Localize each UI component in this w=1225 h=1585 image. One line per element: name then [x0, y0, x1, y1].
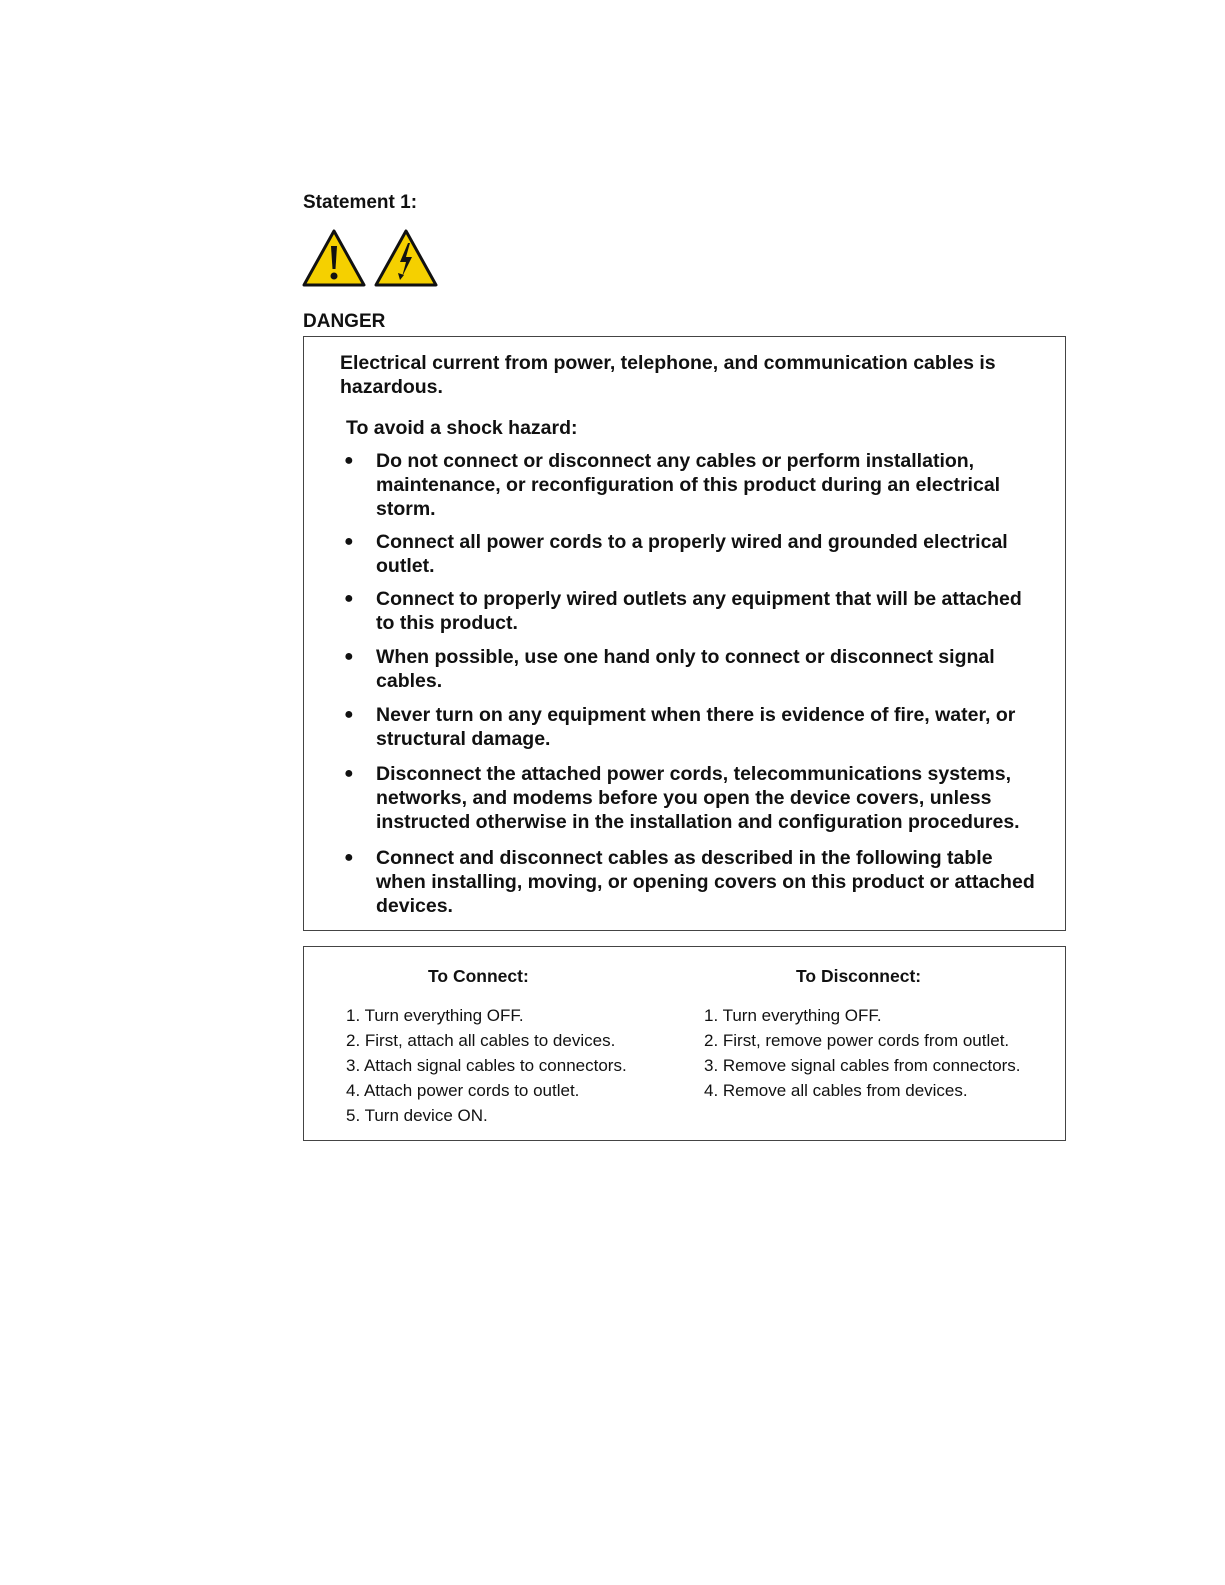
bullet-dot: ● [344, 706, 354, 723]
disconnect-step: 3. Remove signal cables from connectors. [704, 1056, 1021, 1075]
electrical-hazard-icon [374, 229, 438, 287]
statement-label: Statement 1: [303, 192, 418, 213]
connect-column [346, 965, 676, 1128]
disconnect-step: 4. Remove all cables from devices. [704, 1081, 968, 1100]
bullet-dot: ● [344, 648, 354, 665]
disconnect-step: 2. First, remove power cords from outlet. [704, 1031, 1010, 1050]
list-item: ● Do not connect or disconnect any cables or perform installation, maintenance, or reconfiguration of this product during an electrical storm. [344, 450, 1001, 520]
danger-notice-box [303, 336, 1066, 931]
list-item: ● Connect and disconnect cables as described in the following table when installing, moving, or opening covers on this product or attached devices. [344, 847, 1035, 917]
warning-icons [302, 229, 438, 287]
connect-step: 5. Turn device ON. [346, 1106, 488, 1125]
connect-disconnect-table [303, 946, 1066, 1141]
disconnect-title: To Disconnect: [796, 966, 922, 986]
caution-triangle-icon [302, 229, 366, 287]
disconnect-column [704, 965, 1054, 1103]
danger-intro: Electrical current from power, telephone, and communication cables is hazardous. [340, 352, 996, 398]
danger-label: DANGER [303, 311, 386, 332]
bullet-dot: ● [344, 590, 354, 607]
connect-step: 3. Attach signal cables to connectors. [346, 1056, 627, 1075]
list-item: ● Disconnect the attached power cords, telecommunications systems, networks, and modems before you open the device covers, unless instructed otherwise in the installation and configuration procedures. [344, 763, 1020, 833]
connect-title: To Connect: [428, 966, 529, 986]
connect-step: 2. First, attach all cables to devices. [346, 1031, 616, 1050]
bullet-dot: ● [344, 533, 354, 550]
avoid-shock-heading: To avoid a shock hazard: [346, 417, 578, 439]
disconnect-step: 1. Turn everything OFF. [704, 1006, 882, 1025]
bullet-dot: ● [344, 765, 354, 782]
list-item: ● Connect all power cords to a properly wired and grounded electrical outlet. [344, 531, 1008, 577]
bullet-dot: ● [344, 452, 354, 469]
list-item: ● When possible, use one hand only to connect or disconnect signal cables. [344, 646, 995, 692]
connect-step: 4. Attach power cords to outlet. [346, 1081, 580, 1100]
bullet-dot: ● [344, 849, 354, 866]
list-item: ● Never turn on any equipment when there is evidence of fire, water, or structural damage. [344, 704, 1016, 750]
list-item: ● Connect to properly wired outlets any equipment that will be attached to this product. [344, 588, 1022, 634]
connect-step: 1. Turn everything OFF. [346, 1006, 524, 1025]
